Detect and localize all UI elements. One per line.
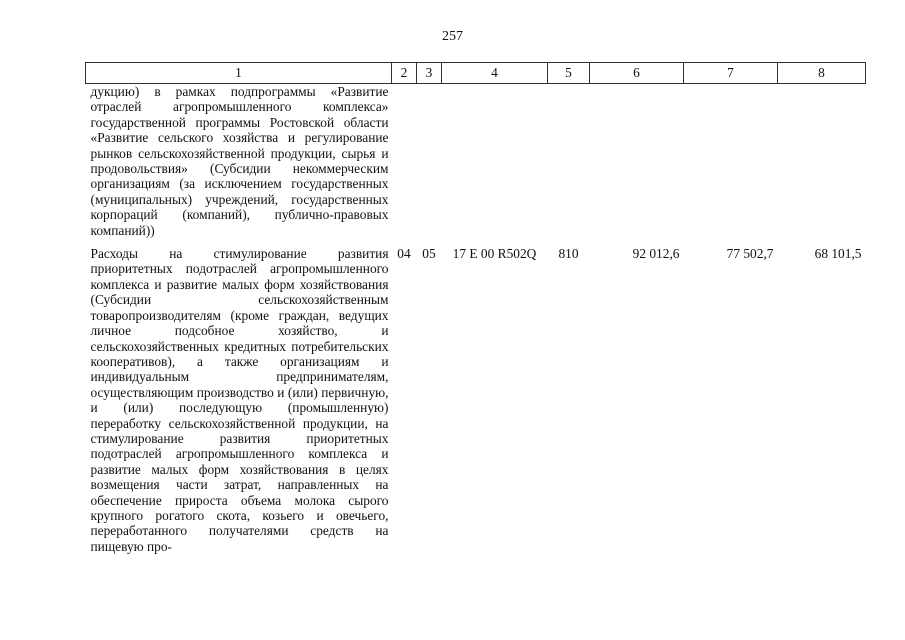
header-col-7: 7 [684,63,778,84]
row-amount-year-2 [684,84,778,245]
table-row [86,244,866,554]
budget-table [85,62,866,554]
header-col-6: 6 [590,63,684,84]
header-col-3: 3 [417,63,442,84]
header-row [86,63,866,84]
row-target-article: 17 Е 00 R502Q [452,246,537,262]
row-amount-year-3 [778,84,866,245]
row-expense-type [548,84,590,245]
row-description: дукцию) в рамках подпрограммы «Развитие отраслей агропромышленного комплекса» государственной программы Ростовской области «Развитие сельского хозяйства и регулирование рынков сельскохозяйственной продукции, сырья и продовольствия» (Субсидии некоммерческим организациям (за исключением государственных (муниципальных) учреждений, государственных корпораций (компаний), публично-правовых компаний)) [90,84,389,238]
header-col-4: 4 [442,63,548,84]
row-description: Расходы на стимулирование развития приоритетных подотраслей агропромышленного комплекса и развитие малых форм хозяйствования (Субсидии сельскохозяйственным товаропроизводителям (кроме граждан, ведущих личное подсобное хозяйство, и сельскохозяйственных кредитных потребительских кооперативов), а также организациям и индивидуальным предпринимателям, осуществляющим производство и (или) первичную, и (или) последующую (промышленную) переработку сельскохозяйственной продукции, на стимулирование развития приоритетных подотраслей агропромышленного комплекса и развитие малых форм хозяйствования в целях возмещения части затрат, направленных на обеспечение прироста объема молока сырого крупного рогатого скота, козьего и овечьего, переработанного получателями средств на пищевую про- [90,246,389,554]
row-subsection-code [417,84,442,245]
header-col-2: 2 [392,63,417,84]
header-col-8: 8 [778,63,866,84]
header-col-5: 5 [548,63,590,84]
table-row [86,84,866,245]
row-section-code: 04 [397,246,411,262]
row-amount-year-1: 92 012,6 [632,246,680,262]
row-target-article [442,84,548,245]
page-number: 257 [442,29,463,44]
row-expense-type: 810 [558,246,579,262]
row-subsection-code: 05 [422,246,436,262]
table-header [86,63,866,84]
row-amount-year-3: 68 101,5 [814,246,862,262]
header-col-1: 1 [86,63,392,84]
row-amount-year-1 [590,84,684,245]
table-body [86,84,866,555]
row-section-code [392,84,417,245]
row-amount-year-2: 77 502,7 [726,246,774,262]
